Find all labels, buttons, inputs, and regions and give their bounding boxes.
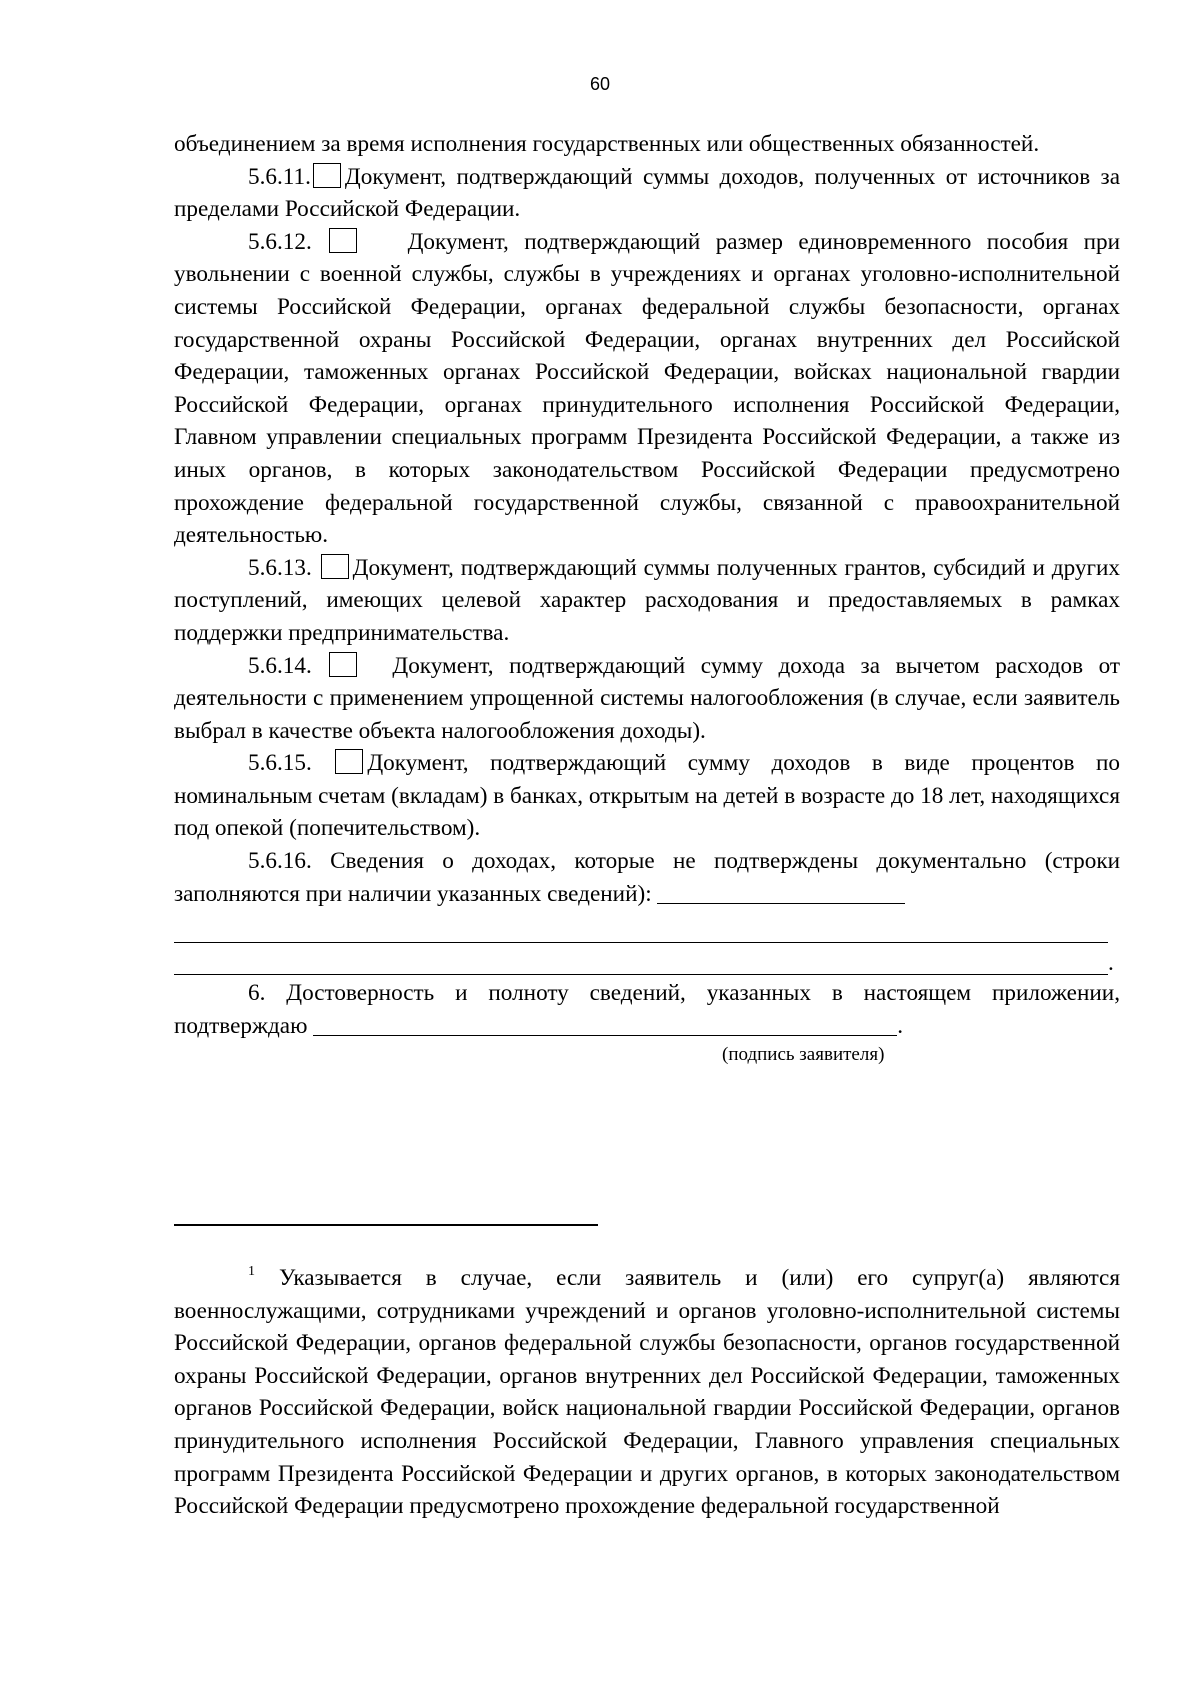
item-5-6-14 xyxy=(174,650,1120,748)
item-number: 5.6.13. xyxy=(248,554,312,581)
item-number: 5.6.14. xyxy=(248,652,312,679)
checkbox-5-6-11[interactable] xyxy=(313,163,341,188)
undocumented-income-field-2[interactable] xyxy=(174,910,1108,943)
item-number: 5.6.12. xyxy=(248,228,312,255)
item-text: Документ, подтверждающий суммы доходов, полученных от источников за пределами Российской Федерации. xyxy=(174,163,1120,223)
item-5-6-15 xyxy=(174,747,1120,845)
item-5-6-13 xyxy=(174,552,1120,650)
page-number: 60 xyxy=(589,74,611,94)
undocumented-income-line-3 xyxy=(174,943,1120,976)
item-text: Документ, подтверждающий сумму доходов в виде процентов по номинальным счетам (вкладам) в банках, открытым на детей в возрасте до 18 лет, находящихся под опекой (попечительством). xyxy=(174,750,1120,842)
item-number: 5.6.11. xyxy=(248,163,311,190)
paragraph-continuation: объединением за время исполнения государственных или общественных обязанностей. xyxy=(174,131,1040,157)
applicant-signature-field[interactable] xyxy=(313,1013,897,1036)
footnote-marker: 1 xyxy=(248,1264,255,1279)
signature-caption: (подпись заявителя) xyxy=(722,1043,885,1065)
document-body xyxy=(174,128,1120,1067)
checkbox-5-6-13[interactable] xyxy=(321,554,349,579)
checkbox-5-6-15[interactable] xyxy=(335,749,363,774)
item-text: Документ, подтверждающий сумму дохода за вычетом расходов от деятельности с применением упрощенной системы налогообложения (в случае, если заявитель выбрал в качестве объекта налогообложения доходы). xyxy=(174,652,1121,744)
item-6 xyxy=(174,977,1120,1042)
item-5-6-11 xyxy=(174,161,1120,226)
undocumented-income-field-1[interactable] xyxy=(657,881,905,904)
footnote-separator xyxy=(174,1224,598,1226)
item-text: 6. Достоверность и полноту сведений, указанных в настоящем приложении, подтверждаю xyxy=(174,980,1120,1040)
item-5-6-16 xyxy=(174,845,1120,910)
line-end-period: . xyxy=(897,1013,903,1040)
undocumented-income-field-3[interactable] xyxy=(174,943,1108,976)
footnote-body: Указывается в случае, если заявитель и (или) его супруг(а) являются военнослужащими, сотрудниками учреждений и органов уголовно-исполнительной системы Российской Федерации, органов федеральной службы безопасности, органов государственной охраны Российской Федерации, органов внутренних дел Российской Федерации, таможенных органов Российской Федерации, войск национальной гвардии Российской Федерации, органов принудительного исполнения Российской Федерации, Главного управления специальных программ Президента Российской Федерации и других органов, в которых законодательством Российской Федерации предусмотрено прохождение федеральной государственной xyxy=(174,1265,1120,1520)
line-end-period: . xyxy=(1108,950,1114,977)
checkbox-5-6-12[interactable] xyxy=(329,228,357,253)
footnote-text xyxy=(174,1262,1120,1523)
item-number: 5.6.15. xyxy=(248,750,312,777)
item-text: Документ, подтверждающий суммы полученных грантов, субсидий и других поступлений, имеющих целевой характер расходования и предоставляемых в рамках поддержки предпринимательства. xyxy=(174,554,1120,646)
item-text: 5.6.16. Сведения о доходах, которые не подтверждены документально (строки заполняются при наличии указанных сведений): xyxy=(174,848,1120,907)
item-text: Документ, подтверждающий размер единовременного пособия при увольнении с военной службы, службы в учреждениях и органах уголовно-исполнительной системы Российской Федерации, органах федеральной службы безопасности, органах государственной охраны Российской Федерации, органах внутренних дел Российской Федерации, таможенных органах Российской Федерации, войсках национальной гвардии Российской Федерации, органах принудительного исполнения Российской Федерации, Главном управлении специальных программ Президента Российской Федерации, а также из иных органов, в которых законодательством Российской Федерации предусмотрено прохождение федеральной государственной службы, связанной с правоохранительной деятельностью. xyxy=(174,228,1121,549)
item-5-6-12 xyxy=(174,226,1120,552)
footnote xyxy=(174,1262,1120,1523)
checkbox-5-6-14[interactable] xyxy=(329,652,357,677)
